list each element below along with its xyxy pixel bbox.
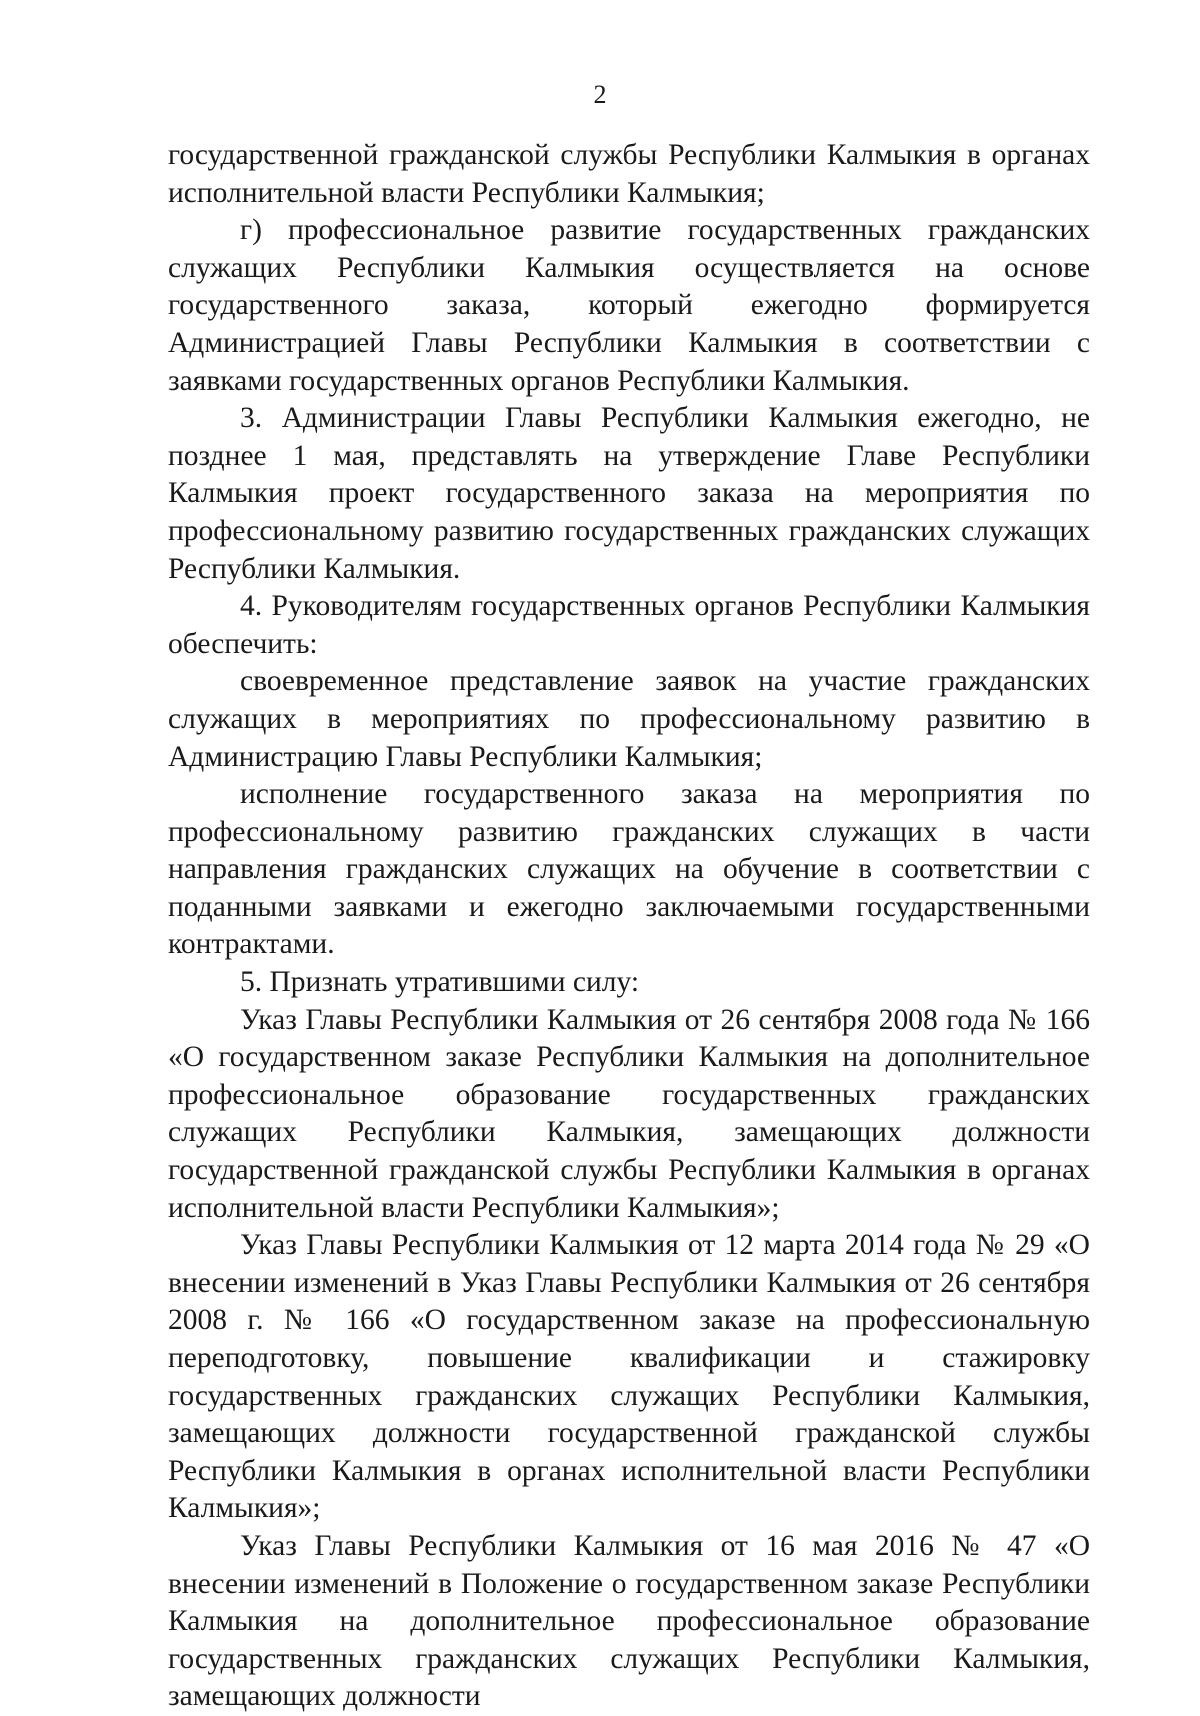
paragraph-5-item-2: Указ Главы Республики Калмыкия от 12 марта 2014 года № 29 «О внесении изменений в Указ Главы Республики Калмыкия от 26 сентября 2008 г. № 166 «О государственном заказе на профессиональную переподготовку, повышение квалификации и стажировку государственных гражданских служащих Республики Калмыкия, замещающих должности государственной гражданской службы Республики Калмыкия в органах исполнительной власти Республики Калмыкия»;	[168, 1229, 1090, 1525]
paragraph-continuation: государственной гражданской службы Республики Калмыкия в органах исполнительной власти Республики Калмыкия;	[168, 139, 1090, 209]
paragraph-3: 3. Администрации Главы Республики Калмыкия ежегодно, не позднее 1 мая, представлять на утверждение Главе Республики Калмыкия проект государственного заказа на мероприятия по профессиональному развитию государственных гражданских служащих Республики Калмыкия.	[168, 402, 1090, 585]
paragraph-5-item-3: Указ Главы Республики Калмыкия от 16 мая 2016 № 47 «О внесении изменений в Положение о государственном заказе Республики Калмыкия на дополнительное профессиональное образование государственных гражданских служащих Республики Калмыкия, замещающих должности	[168, 1529, 1090, 1713]
paragraph-5-item-1: Указ Главы Республики Калмыкия от 26 сентября 2008 года № 166 «О государственном заказе Республики Калмыкия на дополнительное профессиональное образование государственных гражданских служащих Республики Калмыкия, замещающих должности государственной гражданской службы Республики Калмыкия в органах исполнительной власти Республики Калмыкия»;	[168, 1003, 1090, 1224]
paragraph-4: 4. Руководителям государственных органов Республики Калмыкия обеспечить:	[168, 590, 1090, 660]
paragraph-4-item-1: своевременное представление заявок на участие гражданских служащих в мероприятиях по профессиональному развитию в Администрацию Главы Республики Калмыкия;	[168, 665, 1090, 773]
document-body	[168, 137, 1090, 1716]
paragraph-4-item-2: исполнение государственного заказа на мероприятия по профессиональному развитию гражданских служащих в части направления гражданских служащих на обучение в соответствии с поданными заявками и ежегодно заключаемыми государственными контрактами.	[168, 778, 1090, 961]
paragraph-item-g: г) профессиональное развитие государственных гражданских служащих Республики Калмыкия осуществляется на основе государственного заказа, который ежегодно формируется Администрацией Главы Республики Калмыкия в соответствии с заявками государственных органов Республики Калмыкия.	[168, 214, 1090, 397]
paragraph-5: 5. Признать утратившими силу:	[240, 966, 640, 999]
page-number: 2	[593, 80, 607, 109]
